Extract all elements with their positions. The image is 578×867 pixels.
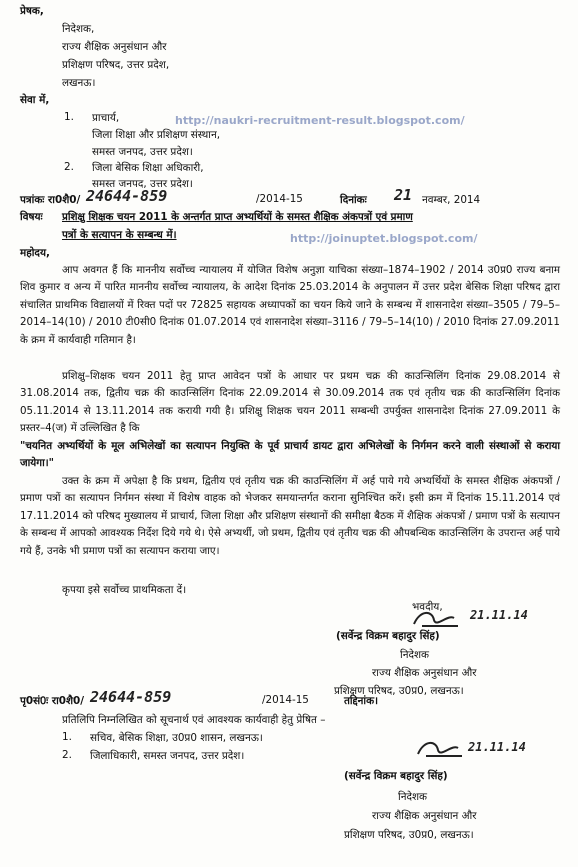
handwritten-date: 21 [394, 186, 413, 204]
endorsement-suffix: /2014-15 [262, 694, 309, 706]
watermark-url: http://naukri-recruitment-result.blogspot.com/ [175, 114, 465, 127]
closing-word: भवदीय, [412, 601, 443, 613]
signatory-name: (सर्वेन्द्र विक्रम बहादुर सिंह) [344, 770, 448, 782]
recipient-number: 2. [64, 161, 74, 173]
body-paragraph: प्रशिक्षु–शिक्षक चयन 2011 हेतु प्राप्त आवेदन पत्रों के आधार पर प्रथम चक्र की काउन्सिलिंग दिनांक 29.08.2014 से 31.08.2014 तक, द्वितीय चक्र की काउन्सिलिंग दिनांक 22.09.2014 से 30.09.2014 तक एवं तृतीय चक्र की काउन्सिलिंग दिनांक 05.11.2014 से 13.11.2014 तक करायी गयी है। प्रशिक्षु शिक्षक चयन 2011 सम्बन्धी उपर्युक्त शासनादेश दिनांक 27.09.2011 के प्रस्तर–4(ज) में उल्लिखित है कि [20, 370, 560, 435]
endorsement-intro: प्रतिलिपि निम्नलिखित को सूचनार्थ एवं आवश्यक कार्यवाही हेतु प्रेषित – [62, 714, 326, 726]
signatory-line: राज्य शैक्षिक अनुसंधान और [372, 810, 477, 822]
recipient-number: 1. [64, 111, 74, 123]
signatory-line: निदेशक [398, 791, 428, 803]
recipient-line: समस्त जनपद, उत्तर प्रदेश। [92, 146, 193, 158]
sender-line: निदेशक, [62, 23, 95, 35]
sender-line: राज्य शैक्षिक अनुसंधान और [62, 41, 167, 53]
sender-label: प्रेषक, [20, 5, 44, 17]
signatory-line: प्रशिक्षण परिषद, उ0प्र0, लखनऊ। [344, 829, 474, 841]
quoted-paragraph: "चयनित अभ्यर्थियों के मूल अभिलेखों का सत्यापन नियुक्ति के पूर्व प्राचार्य डायट द्वारा अभिलेखों के निर्गमन करने वाली संस्थाओं से कराया जायेगा।" [20, 440, 560, 470]
signatory-name: (सर्वेन्द्र विक्रम बहादुर सिंह) [336, 630, 440, 642]
recipients-label: सेवा में, [20, 94, 50, 106]
salutation: महोदय, [20, 247, 50, 259]
endorsement-item: जिलाधिकारी, समस्त जनपद, उत्तर प्रदेश। [90, 750, 245, 762]
signatory-line: प्रशिक्षण परिषद, उ0प्र0, लखनऊ। [334, 685, 464, 697]
sender-line: प्रशिक्षण परिषद, उत्तर प्रदेश, [62, 59, 170, 71]
endorsement-number: 2. [62, 749, 72, 761]
recipient-line: समस्त जनपद, उत्तर प्रदेश। [92, 178, 193, 190]
signature-date: 21.11.14 [470, 608, 528, 622]
sender-line: लखनऊ। [62, 77, 96, 89]
handwritten-endorsement-number: 24644-859 [90, 688, 172, 706]
signatory-line: राज्य शैक्षिक अनुसंधान और [372, 667, 477, 679]
handwritten-reference-number: 24644-859 [86, 187, 168, 205]
signatory-line: निदेशक [400, 649, 430, 661]
date-text: नवम्बर, 2014 [422, 194, 481, 206]
date-label: दिनांकः [340, 194, 367, 206]
recipient-line: प्राचार्य, [92, 112, 120, 124]
priority-request: कृपया इसे सर्वोच्च प्राथमिकता दें। [62, 584, 187, 596]
endorsement-label: पृ0सं0ः रा0शै0/ [20, 695, 85, 707]
signature-date: 21.11.14 [468, 740, 526, 754]
endorsement-number: 1. [62, 731, 72, 743]
watermark-url: http://joinuptet.blogspot.com/ [290, 232, 478, 245]
subject-label: विषयः [20, 211, 43, 223]
reference-label: पत्रांकः रा0शै0/ [20, 194, 81, 206]
subject-line: प्रशिक्षु शिक्षक चयन 2011 के अन्तर्गत प्राप्त अभ्यर्थियों के समस्त शैक्षिक अंकपत्रों एवं प्रमाण [62, 211, 413, 223]
body-paragraph: उक्त के क्रम में अपेक्षा है कि प्रथम, द्वितीय एवं तृतीय चक्र की काउन्सिलिंग में अर्ह पाये गये अभ्यर्थियों के समस्त शैक्षिक अंकपत्रों / प्रमाण पत्रों का सत्यापन निर्गमन संस्था में विशेष वाहक को भेजकर समयान्तर्गत कराना सुनिश्चित करें। इसी क्रम में दिनांक 15.11.2014 एवं 17.11.2014 को परिषद मुख्यालय में प्राचार्य, जिला शिक्षा और प्रशिक्षण संस्थानों की समीक्षा बैठक में शैक्षिक अंकपत्रों / प्रमाण पत्रों के सत्यापन के सम्बन्ध में आपको आवश्यक निर्देश दिये गये थे। ऐसे अभ्यर्थी, जो प्रथम, द्वितीय एवं तृतीय चक्र की औपबन्धिक काउन्सिलिंग के उपरान्त अर्ह पाये गये हैं, उनके भी प्रमाण पत्रों का सत्यापन कराया जाए। [20, 475, 560, 557]
body-paragraph: आप अवगत हैं कि माननीय सर्वोच्च न्यायालय में योजित विशेष अनुज्ञा याचिका संख्या–1874–1902 / 2014 उ0प्र0 राज्य बनाम शिव कुमार व अन्य में पारित माननीय सर्वोच्च न्यायालय, के आदेश दिनांक 25.03.2014 के अनुपालन में उत्तर प्रदेश बेसिक शिक्षा परिषद द्वारा संचालित प्राथमिक विद्यालयों में रिक्त पदों पर 72825 सहायक अध्यापकों का चयन किये जाने के सम्बन्ध में शासनादेश संख्या–3505 / 79–5–2014–14(10) / 2010 टी0सी0 दिनांक 01.07.2014 एवं शासनादेश संख्या–3116 / 79–5–14(10) / 2010 दिनांक 27.09.2011 के क्रम में कार्यवाही गतिमान है। [20, 264, 560, 346]
endorsement-item: सचिव, बेसिक शिक्षा, उ0प्र0 शासन, लखनऊ। [90, 732, 263, 744]
subject-line: पत्रों के सत्यापन के सम्बन्ध में। [62, 229, 177, 241]
reference-suffix: /2014-15 [256, 193, 303, 205]
recipient-line: जिला बेसिक शिक्षा अधिकारी, [92, 162, 204, 174]
recipient-line: जिला शिक्षा और प्रशिक्षण संस्थान, [92, 129, 221, 141]
endorsement-date: तद्दिनांक। [344, 695, 379, 707]
